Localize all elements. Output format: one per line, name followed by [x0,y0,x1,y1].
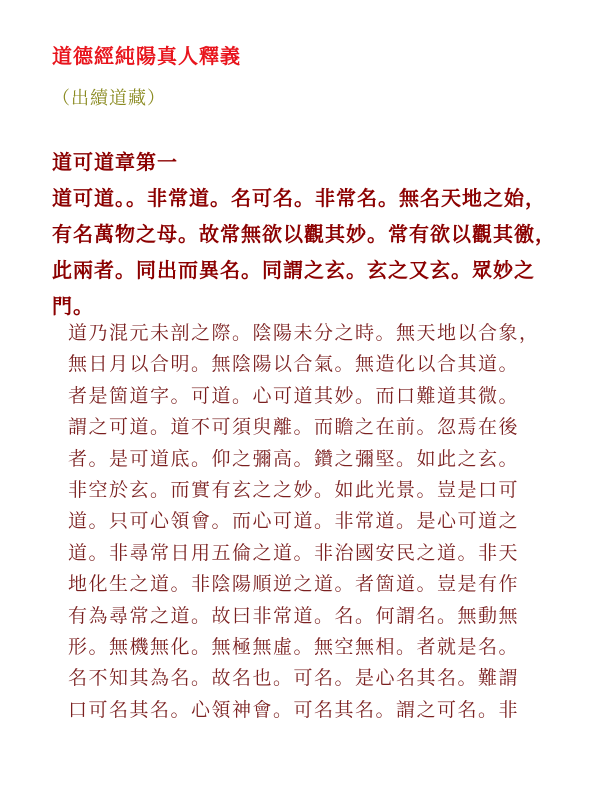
commentary-line: 道。只可心領會。而心可道。非常道。是心可道之 [68,510,520,533]
commentary-line: 口可名其名。心領神會。可名其名。謂之可名。非 [68,698,520,721]
scripture-line: 有名萬物之母。故常無欲以觀其妙。常有欲以觀其徼， [52,222,556,246]
document-title: 道德經純陽真人釋義 [52,44,241,68]
commentary-line: 者是箇道字。可道。心可道其妙。而口難道其微。 [68,384,520,407]
commentary-line: 有為尋常之道。故曰非常道。名。何謂名。無動無 [68,604,520,627]
commentary-line: 形。無機無化。無極無虛。無空無相。者就是名。 [68,635,520,658]
chapter-title: 道可道章第一 [52,150,178,174]
scripture-text [52,180,562,324]
commentary-line: 無日月以合明。無陰陽以合氣。無造化以合其道。 [68,353,520,376]
scripture-line: 此兩者。同出而異名。同謂之玄。玄之又玄。眾妙之 [52,258,535,282]
commentary-line: 道。非尋常日用五倫之道。非治國安民之道。非天 [68,541,520,564]
document-source: （出續道藏） [52,88,166,109]
commentary-line: 謂之可道。道不可須臾離。而瞻之在前。忽焉在後 [68,416,520,439]
scripture-line: 道可道。。非常道。名可名。非常名。無名天地之始， [52,186,546,210]
commentary-line: 名不知其為名。故名也。可名。是心名其名。難謂 [68,667,520,690]
commentary-line: 地化生之道。非陰陽順逆之道。者箇道。豈是有作 [68,573,520,596]
commentary-line: 者。是可道底。仰之彌高。鑽之彌堅。如此之玄。 [68,447,520,470]
commentary-text [68,318,568,726]
scripture-line: 門。 [52,294,94,318]
commentary-line: 道乃混元未剖之際。陰陽未分之時。無天地以合象， [68,322,540,344]
commentary-line: 非空於玄。而實有玄之之妙。如此光景。豈是口可 [68,478,520,501]
